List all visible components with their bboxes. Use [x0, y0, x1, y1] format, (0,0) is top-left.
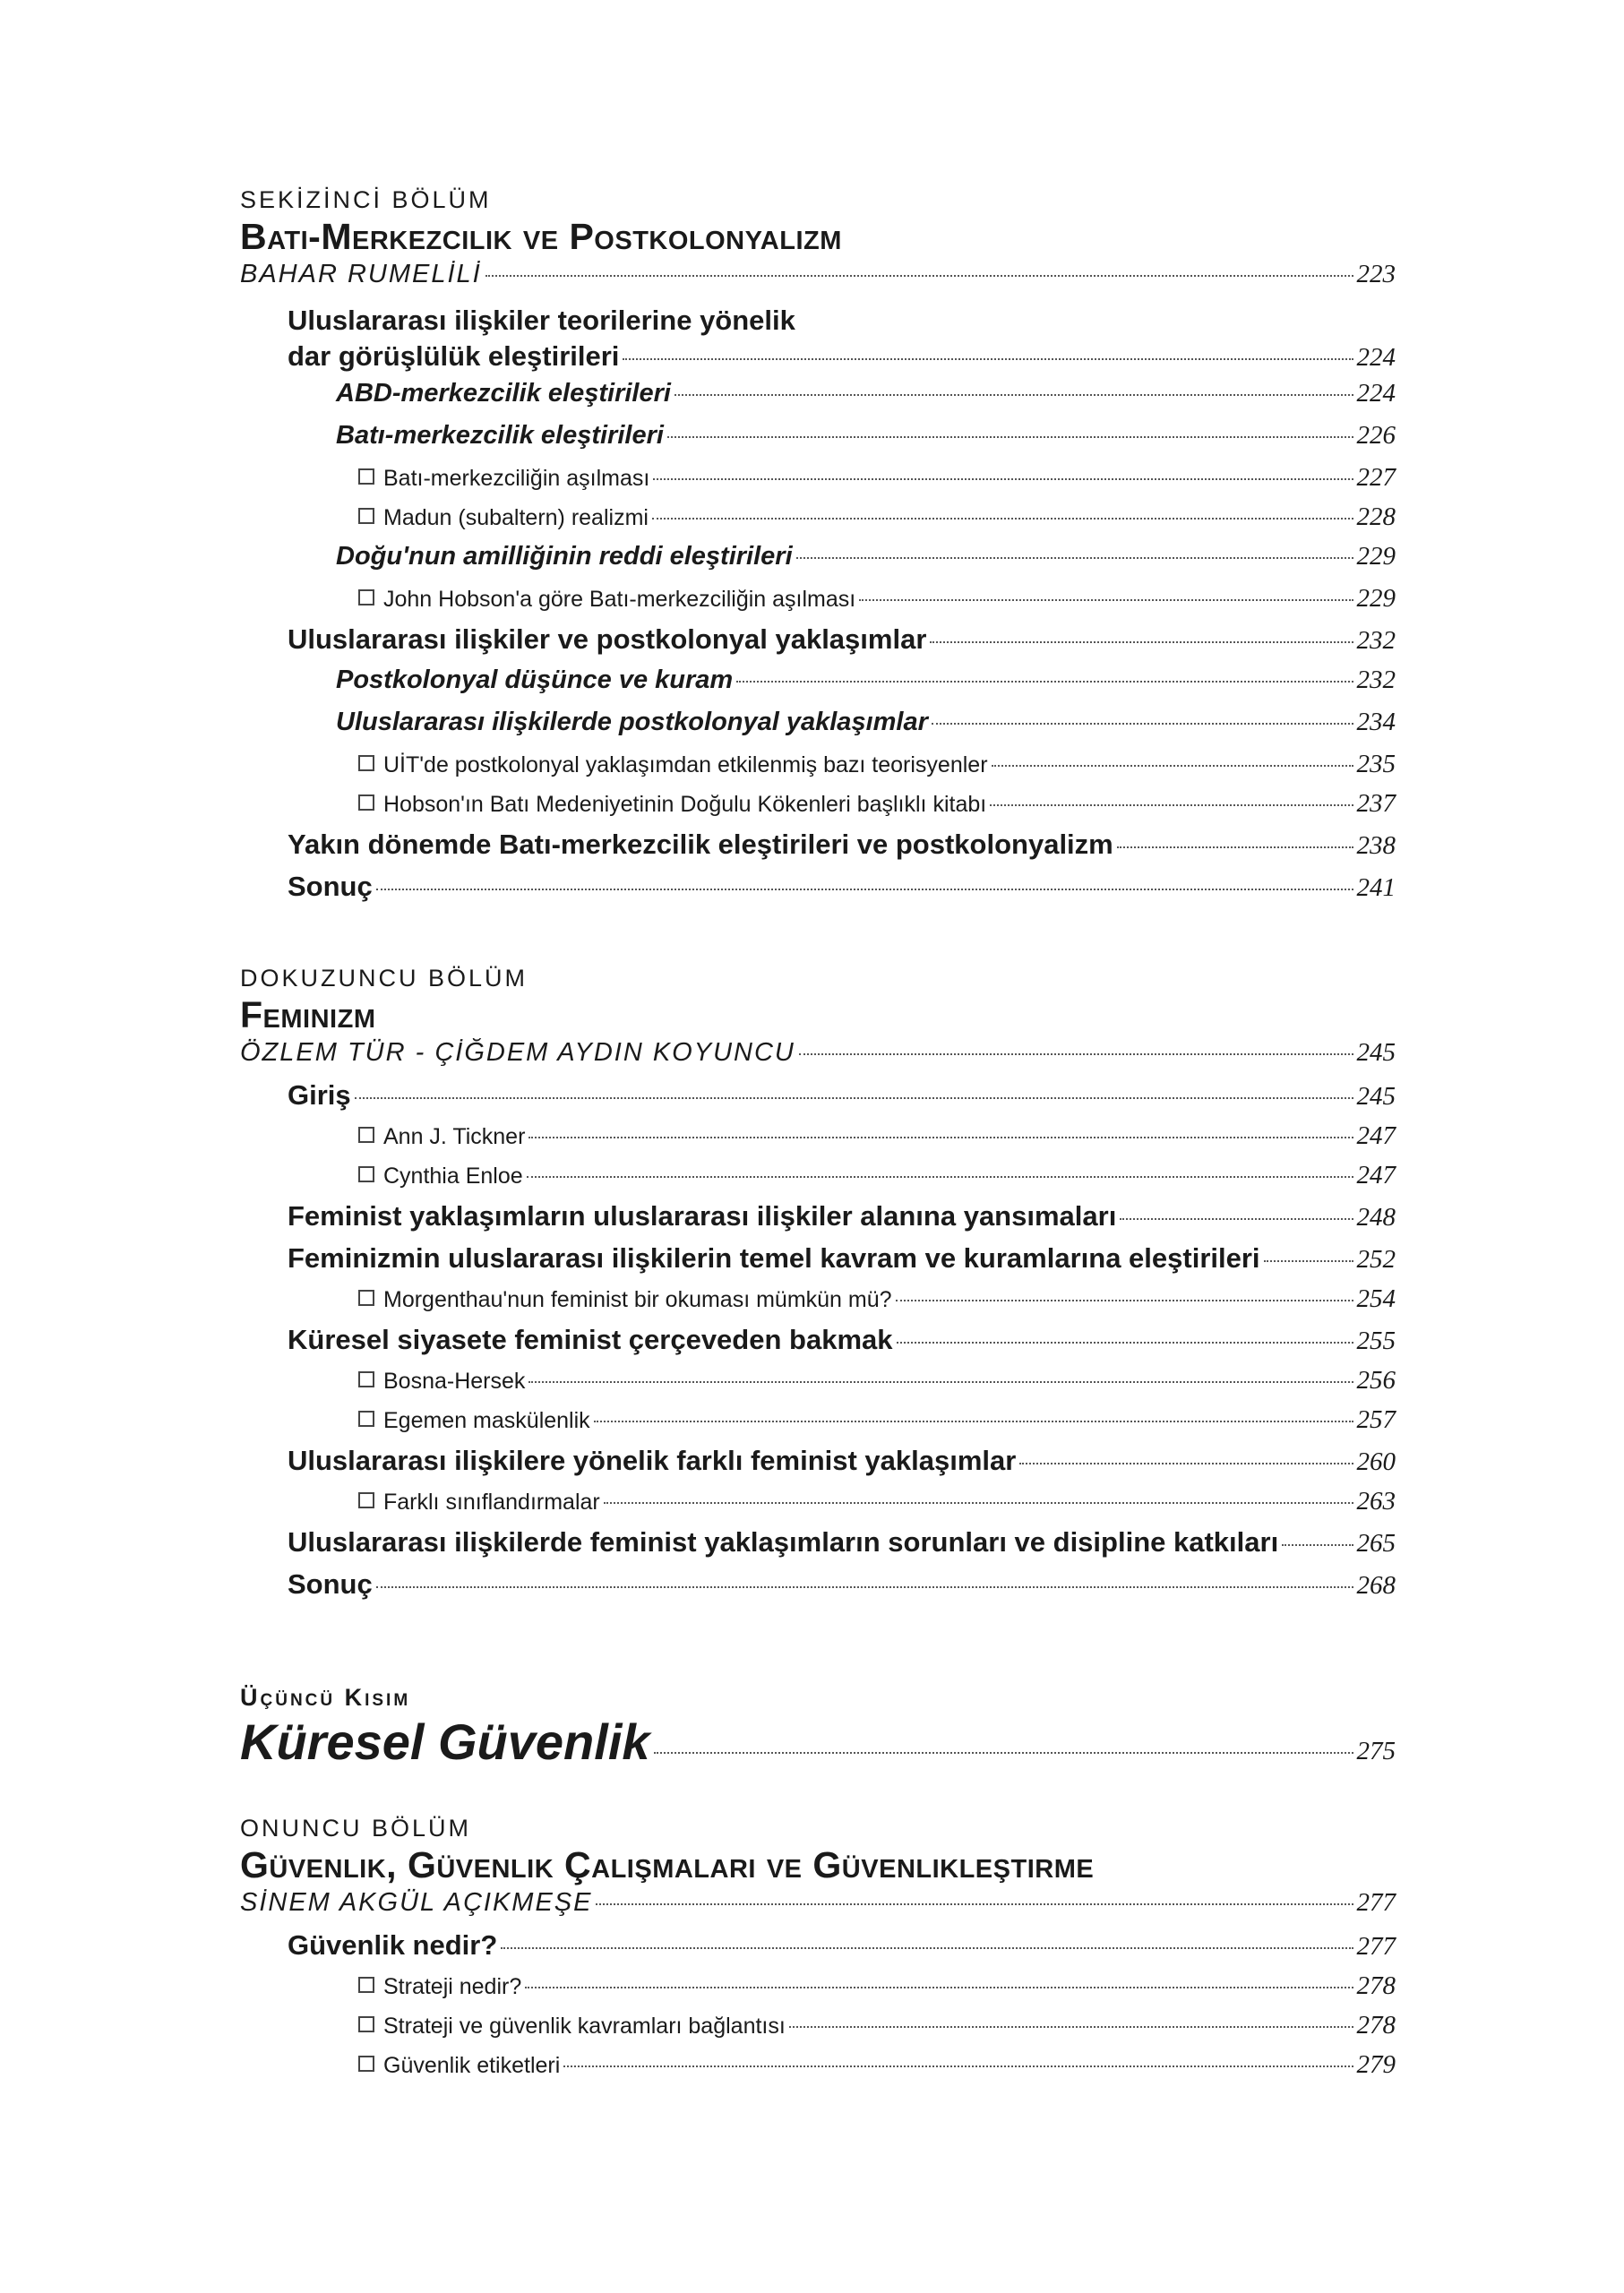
toc-entry-part[interactable]: [240, 1711, 1396, 1773]
section-title: Küresel siyasete feminist çerçeveden bakmak: [288, 1324, 893, 1355]
section-title: Uluslararası ilişkiler ve postkolonyal yaklaşımlar: [288, 623, 927, 655]
page-number: 224: [1356, 379, 1396, 408]
spacer: [240, 1610, 1396, 1684]
chapter-title: Güvenlik, Güvenlik Çalışmaları ve Güvenlikleştirme: [240, 1844, 1095, 1885]
page-number: 275: [1356, 1737, 1396, 1765]
page-number: 224: [1356, 343, 1396, 372]
square-bullet-icon: [358, 2056, 374, 2072]
subsection-title: Doğu'nun amilliğinin reddi eleştirileri: [336, 542, 793, 571]
toc-entry-section[interactable]: [240, 871, 1396, 913]
square-bullet-icon: [358, 1411, 374, 1427]
dot-leader: [796, 557, 1353, 559]
part-label: Üçüncü Kısım: [240, 1684, 411, 1711]
toc-entry-box[interactable]: [240, 1366, 1396, 1405]
dot-leader: [594, 1421, 1353, 1422]
dot-leader: [932, 723, 1353, 725]
square-bullet-icon: [358, 1166, 374, 1182]
dot-leader: [376, 889, 1353, 890]
dot-leader: [376, 1586, 1353, 1588]
chapter-10: [240, 1815, 1396, 2090]
square-bullet-icon: [358, 468, 374, 485]
dot-leader: [859, 599, 1353, 601]
dot-leader: [799, 1053, 1353, 1055]
dot-leader: [485, 275, 1353, 277]
dot-leader: [736, 681, 1353, 683]
page-number: 263: [1356, 1487, 1396, 1516]
dot-leader: [623, 358, 1353, 360]
box-title: Farklı sınıflandırmalar: [383, 1490, 600, 1515]
square-bullet-icon: [358, 1127, 374, 1143]
toc-entry-section[interactable]: [240, 1200, 1396, 1242]
dot-leader: [604, 1502, 1353, 1504]
toc-entry-box[interactable]: [240, 1284, 1396, 1324]
dot-leader: [1264, 1260, 1353, 1262]
toc-entry-section[interactable]: [240, 1079, 1396, 1121]
chapter-title: Batı-Merkezcilik ve Postkolonyalizm: [240, 216, 842, 257]
dot-leader: [675, 394, 1353, 396]
toc-entry-section[interactable]: [240, 1242, 1396, 1284]
chapter-label: DOKUZUNCU BÖLÜM: [240, 965, 528, 992]
page-number: 247: [1356, 1161, 1396, 1189]
toc-entry-box[interactable]: [240, 1161, 1396, 1200]
page-number: 229: [1356, 542, 1396, 571]
box-title: Madun (subaltern) realizmi: [383, 505, 649, 530]
toc-entry-subsection[interactable]: [240, 421, 1396, 463]
section-title: Sonuç: [288, 871, 373, 902]
dot-leader: [667, 436, 1353, 438]
page-number: 226: [1356, 421, 1396, 450]
page-number: 247: [1356, 1121, 1396, 1150]
page-number: 245: [1356, 1038, 1396, 1067]
toc-entry-section[interactable]: [240, 623, 1396, 666]
page-number: 235: [1356, 750, 1396, 778]
page-number: 256: [1356, 1366, 1396, 1395]
section-title: Feminist yaklaşımların uluslararası ilişkiler alanına yansımaları: [288, 1200, 1117, 1232]
dot-leader: [525, 1987, 1353, 1988]
dot-leader: [652, 518, 1353, 520]
toc-entry-box[interactable]: [240, 2011, 1396, 2050]
page-number: 277: [1356, 1932, 1396, 1961]
box-title: Cynthia Enloe: [383, 1164, 523, 1189]
chapter-label: SEKİZİNCİ BÖLÜM: [240, 186, 492, 213]
page-number: 234: [1356, 708, 1396, 736]
page-number: 278: [1356, 1971, 1396, 2000]
chapter-label: ONUNCU BÖLÜM: [240, 1815, 472, 1842]
author-name: SİNEM AKGÜL AÇIKMEŞE: [240, 1888, 593, 1917]
page-number: 279: [1356, 2050, 1396, 2079]
page-number: 241: [1356, 873, 1396, 902]
author-name: ÖZLEM TÜR - ÇİĞDEM AYDIN KOYUNCU: [240, 1038, 795, 1067]
box-title: Ann J. Tickner: [383, 1124, 526, 1149]
page-number: 223: [1356, 260, 1396, 288]
part-3: [240, 1684, 1396, 1773]
section-title-line1: Uluslararası ilişkiler teorilerine yönelik: [288, 305, 795, 336]
dot-leader: [990, 804, 1353, 806]
box-title: Hobson'ın Batı Medeniyetinin Doğulu Kökenleri başlıklı kitabı: [383, 792, 987, 817]
dot-leader: [896, 1300, 1353, 1301]
toc-entry-box[interactable]: [240, 1405, 1396, 1445]
page-number: 232: [1356, 626, 1396, 655]
page-number: 228: [1356, 502, 1396, 531]
page-number: 254: [1356, 1284, 1396, 1313]
dot-leader: [527, 1176, 1353, 1178]
box-title: John Hobson'a göre Batı-merkezciliğin aşılması: [383, 587, 856, 612]
square-bullet-icon: [358, 1977, 374, 1993]
page-number: 238: [1356, 831, 1396, 860]
spacer: [240, 913, 1396, 965]
toc-entry-section[interactable]: [240, 1526, 1396, 1568]
table-of-contents: [240, 186, 1396, 2090]
dot-leader: [930, 641, 1353, 643]
page-number: 255: [1356, 1327, 1396, 1355]
page-number: 245: [1356, 1082, 1396, 1111]
section-title: Giriş: [288, 1079, 351, 1111]
box-title: Morgenthau'nun feminist bir okuması mümkün mü?: [383, 1287, 892, 1312]
toc-entry-box[interactable]: [240, 502, 1396, 542]
page-number: 277: [1356, 1888, 1396, 1917]
page-number: 229: [1356, 584, 1396, 613]
square-bullet-icon: [358, 1371, 374, 1387]
page-number: 232: [1356, 666, 1396, 694]
page-number: 237: [1356, 789, 1396, 818]
square-bullet-icon: [358, 589, 374, 605]
spacer: [240, 1773, 1396, 1815]
toc-entry-section[interactable]: [240, 1445, 1396, 1487]
dot-leader: [654, 1752, 1353, 1754]
toc-entry-author[interactable]: [240, 1888, 1396, 1929]
subsection-title: Batı-merkezcilik eleştirileri: [336, 421, 664, 450]
section-title: Feminizmin uluslararası ilişkilerin temel kavram ve kuramlarına eleştirileri: [288, 1242, 1260, 1274]
toc-entry-section[interactable]: [240, 829, 1396, 871]
part-title: Küresel Güvenlik: [240, 1713, 650, 1770]
toc-entry-subsection[interactable]: [240, 542, 1396, 584]
toc-entry-box[interactable]: [240, 584, 1396, 623]
page-number: 257: [1356, 1405, 1396, 1434]
dot-leader: [528, 1137, 1353, 1138]
dot-leader: [1019, 1463, 1353, 1464]
toc-entry-box[interactable]: [240, 463, 1396, 502]
toc-entry-author[interactable]: [240, 260, 1396, 301]
chapter-9: [240, 965, 1396, 1610]
toc-entry-section[interactable]: [240, 301, 1396, 379]
section-title: Uluslararası ilişkilerde feminist yaklaşımların sorunları ve disipline katkıları: [288, 1526, 1279, 1558]
section-title: Güvenlik nedir?: [288, 1929, 498, 1961]
square-bullet-icon: [358, 755, 374, 771]
box-title: Strateji ve güvenlik kavramları bağlantısı: [383, 2014, 786, 2039]
section-title-line2: dar görüşlülük eleştirileri: [288, 340, 620, 372]
dot-leader: [653, 478, 1353, 480]
dot-leader: [992, 765, 1353, 767]
section-title: Yakın dönemde Batı-merkezcilik eleştirileri ve postkolonyalizm: [288, 829, 1113, 860]
toc-entry-box[interactable]: [240, 1971, 1396, 2011]
dot-leader: [897, 1342, 1353, 1344]
subsection-title: ABD-merkezcilik eleştirileri: [336, 379, 671, 408]
box-title: Batı-merkezciliğin aşılması: [383, 466, 650, 491]
toc-entry-author[interactable]: [240, 1038, 1396, 1079]
box-title: Strateji nedir?: [383, 1974, 522, 1999]
chapter-8: [240, 186, 1396, 913]
subsection-title: Postkolonyal düşünce ve kuram: [336, 666, 734, 694]
page-number: 278: [1356, 2011, 1396, 2040]
toc-entry-section[interactable]: [240, 1568, 1396, 1610]
page-number: 248: [1356, 1203, 1396, 1232]
square-bullet-icon: [358, 2016, 374, 2032]
square-bullet-icon: [358, 508, 374, 524]
chapter-title: Feminizm: [240, 994, 376, 1035]
page-number: 268: [1356, 1571, 1396, 1600]
toc-entry-subsection[interactable]: [240, 666, 1396, 708]
dot-leader: [563, 2065, 1353, 2067]
toc-entry-box[interactable]: [240, 750, 1396, 789]
square-bullet-icon: [358, 794, 374, 811]
dot-leader: [1117, 846, 1353, 848]
toc-entry-box[interactable]: [240, 2050, 1396, 2090]
square-bullet-icon: [358, 1290, 374, 1306]
dot-leader: [596, 1903, 1353, 1905]
page-number: 252: [1356, 1245, 1396, 1274]
box-title: Bosna-Hersek: [383, 1369, 526, 1394]
section-title: Uluslararası ilişkilere yönelik farklı feminist yaklaşımlar: [288, 1445, 1017, 1476]
dot-leader: [789, 2026, 1353, 2028]
toc-entry-box[interactable]: [240, 789, 1396, 829]
toc-entry-subsection[interactable]: [240, 708, 1396, 750]
toc-entry-subsection[interactable]: [240, 379, 1396, 421]
square-bullet-icon: [358, 1492, 374, 1508]
box-title: UİT'de postkolonyal yaklaşımdan etkilenmiş bazı teorisyenler: [383, 752, 988, 777]
box-title: Egemen maskülenlik: [383, 1408, 590, 1433]
dot-leader: [1282, 1544, 1353, 1546]
dot-leader: [528, 1381, 1353, 1383]
toc-entry-box[interactable]: [240, 1121, 1396, 1161]
toc-entry-section[interactable]: [240, 1929, 1396, 1971]
box-title: Güvenlik etiketleri: [383, 2053, 561, 2078]
toc-entry-section[interactable]: [240, 1324, 1396, 1366]
dot-leader: [355, 1097, 1353, 1099]
subsection-title: Uluslararası ilişkilerde postkolonyal yaklaşımlar: [336, 708, 928, 736]
page-number: 227: [1356, 463, 1396, 492]
section-title: Sonuç: [288, 1568, 373, 1600]
author-name: BAHAR RUMELİLİ: [240, 260, 482, 288]
page-number: 260: [1356, 1447, 1396, 1476]
page-number: 265: [1356, 1529, 1396, 1558]
dot-leader: [1120, 1218, 1353, 1220]
dot-leader: [501, 1947, 1353, 1949]
toc-entry-box[interactable]: [240, 1487, 1396, 1526]
